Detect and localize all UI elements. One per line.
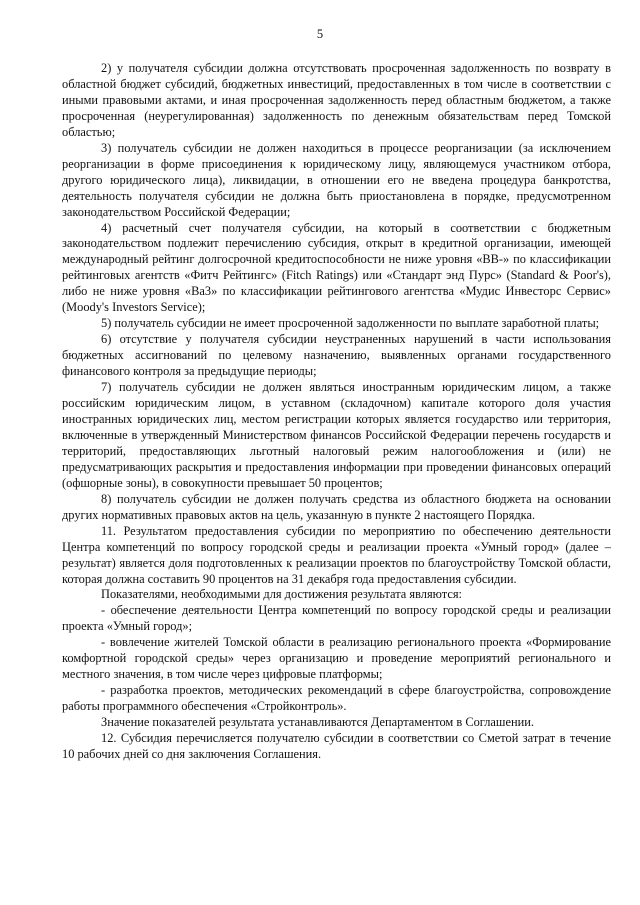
paragraph-indicators-intro: Показателями, необходимыми для достижения результата являются: bbox=[101, 587, 462, 602]
paragraph-section-12: 12. Субсидия перечисляется получателю субсидии в соответствии со Сметой затрат в течение 10 рабочих дней со дня заключения Соглашения. bbox=[62, 731, 611, 761]
paragraph-condition-2: 2) у получателя субсидии должна отсутствовать просроченная задолженность по возврату в областной бюджет субсидий, бюджетных инвестиций, предоставленных в том числе в соответствии с иными правовыми актами, и иная просроченная задолженность перед областным бюджетом, а также просроченная (неурегулированная) задолженность по денежным обязательствам перед Томской областью; bbox=[62, 61, 611, 139]
paragraph-condition-5: 5) получатель субсидии не имеет просроченной задолженности по выплате заработной платы; bbox=[101, 316, 600, 331]
paragraph-indicator-3: - разработка проектов, методических рекомендаций в сфере благоустройства, сопровождение работы программного обеспечения «Стройконтроль». bbox=[62, 683, 611, 714]
document-body bbox=[62, 61, 611, 763]
paragraph-indicator-1: - обеспечение деятельности Центра компетенций по вопросу городской среды и реализации проекта «Умный город»; bbox=[62, 603, 611, 634]
paragraph-condition-4: 4) расчетный счет получателя субсидии, на который в соответствии с бюджетным законодательством подлежит перечислению субсидия, открыт в кредитной организации, имеющей международный рейтинг долгосрочной кредитоспособности не ниже уровня «BB-» по классификации рейтинговых агентств «Фитч Рейтингс» (Fitch Ratings) или «Стандарт энд Пурс» (Standard & Poor's), либо не ниже уровня «Ba3» по классификации рейтингового агентства «Мудис Инвесторс Сервис» (Moody's Investors Service); bbox=[62, 220, 611, 315]
paragraph-indicator-2: - вовлечение жителей Томской области в реализацию регионального проекта «Формирование комфортной городской среды» через организацию и проведение мероприятий регионального и местного значения, в том числе через цифровые платформы; bbox=[62, 635, 611, 682]
paragraph-condition-3: 3) получатель субсидии не должен находиться в процессе реорганизации (за исключением реорганизации в форме присоединения к юридическому лицу, являющемуся участником отбора, другого юридического лица), ликвидации, в отношении его не введена процедура банкротства, деятельность получателя субсидии не должна быть приостановлена в порядке, предусмотренном законодательством Российской Федерации; bbox=[62, 140, 611, 219]
paragraph-indicator-values: Значение показателей результата устанавливаются Департаментом в Соглашении. bbox=[101, 715, 534, 730]
paragraph-condition-7: 7) получатель субсидии не должен являться иностранным юридическим лицом, а также российским юридическим лицом, в уставном (складочном) капитале которого доля участия иностранных юридических лиц, местом регистрации которых является государство или территория, включенные в утвержденный Министерством финансов Российской Федерации перечень государств и территорий, предоставляющих льготный налоговый режим налогообложения и (или) не предусматривающих раскрытия и предоставления информации при проведении финансовых операций (офшорные зоны), в совокупности превышает 50 процентов; bbox=[62, 380, 611, 490]
paragraph-condition-6: 6) отсутствие у получателя субсидии неустраненных нарушений в части использования бюджетных ассигнований по целевому назначению, выявленных органами государственного финансового контроля за предыдущие периоды; bbox=[62, 332, 611, 379]
paragraph-condition-8: 8) получатель субсидии не должен получать средства из областного бюджета на основании других нормативных правовых актов на цель, указанную в пункте 2 настоящего Порядка. bbox=[62, 491, 611, 522]
page-number: 5 bbox=[316, 27, 324, 41]
paragraph-section-11: 11. Результатом предоставления субсидии по мероприятию по обеспечению деятельности Центра компетенций по вопросу городской среды и реализации проекта «Умный город» (далее – результат) является доля подготовленных к реализации проектов по благоустройству Томской области, которая должна составить 90 процентов на 31 декабря года предоставления субсидии. bbox=[62, 523, 611, 586]
